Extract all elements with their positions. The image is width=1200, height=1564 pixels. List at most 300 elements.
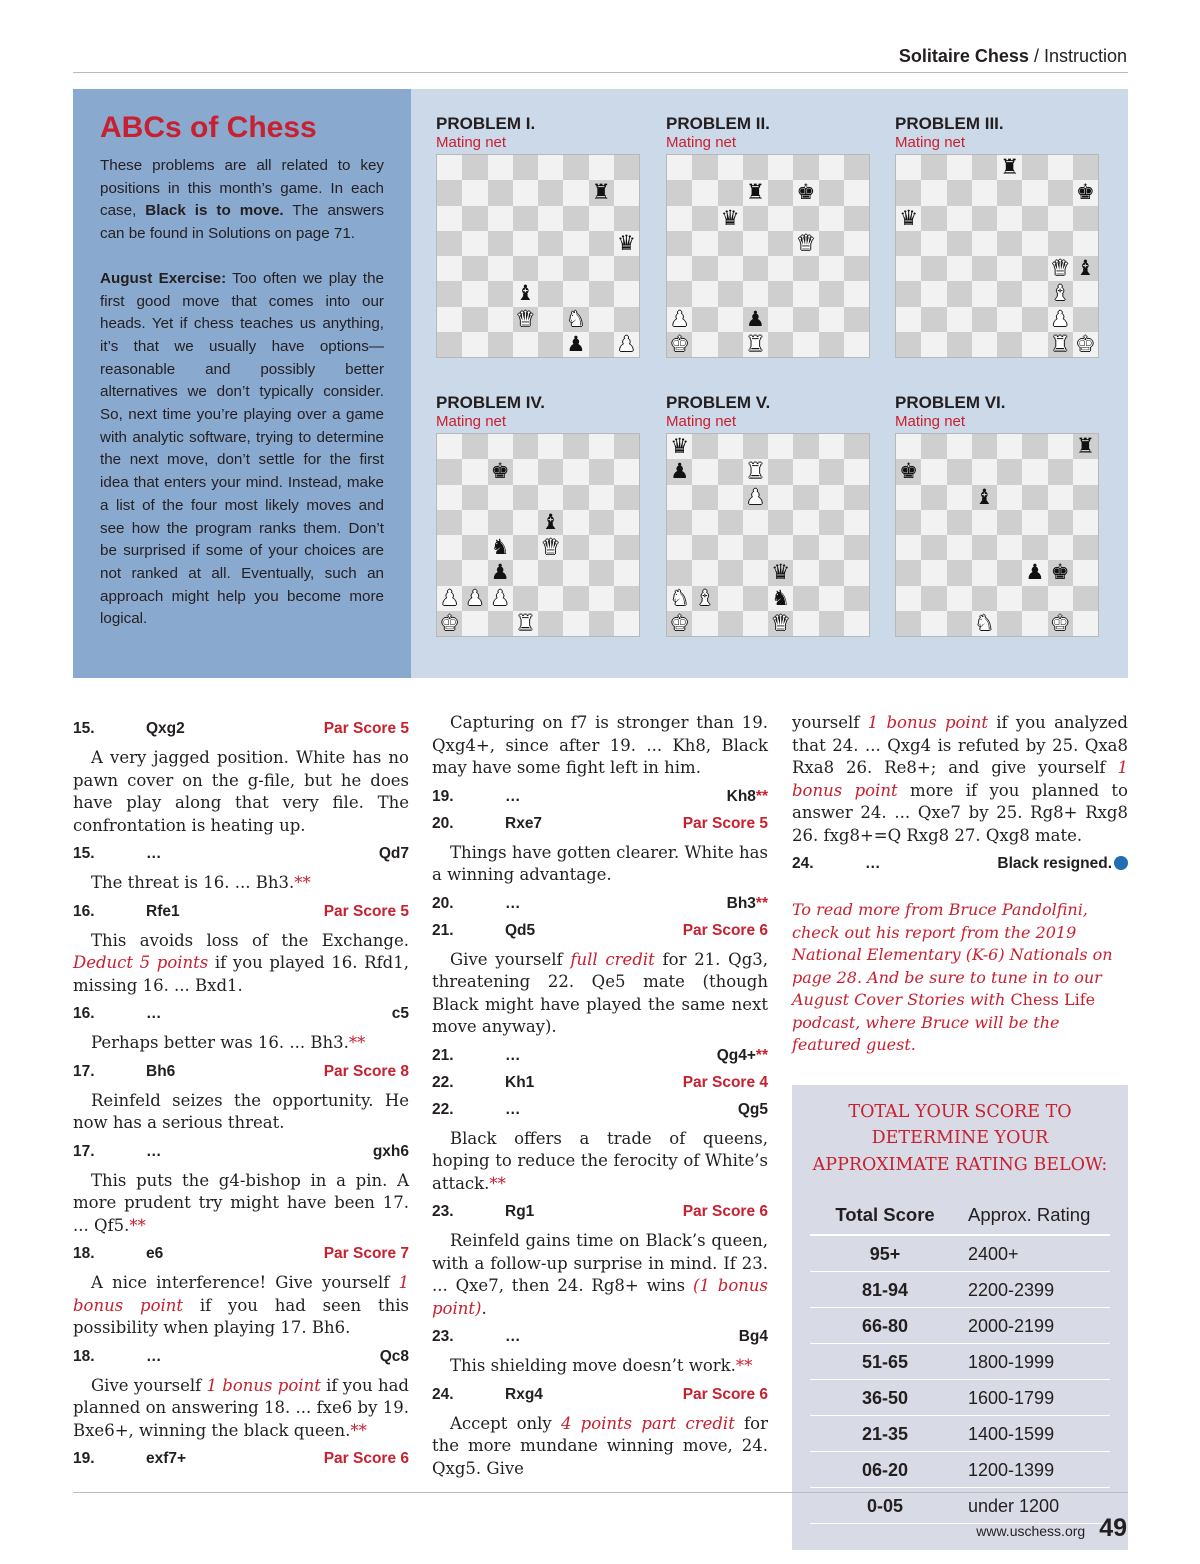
board-square <box>488 510 513 535</box>
board-square <box>896 180 921 205</box>
rating-row <box>810 1235 1110 1272</box>
move-result-text: Qc8 <box>379 1347 409 1365</box>
board-square <box>1022 434 1047 459</box>
board-square <box>1022 155 1047 180</box>
board-square <box>667 510 692 535</box>
black-pawn-icon: ♟ <box>490 560 510 585</box>
board-square <box>921 231 946 256</box>
total-score-cell: 51-65 <box>810 1344 960 1380</box>
board-square <box>538 560 563 585</box>
board-square <box>488 332 513 357</box>
board-square <box>462 256 487 281</box>
board-square <box>692 560 717 585</box>
board-square <box>1073 459 1098 484</box>
board-square <box>819 459 844 484</box>
board-square <box>1022 281 1047 306</box>
board-square <box>972 434 997 459</box>
promo-text-a: To read more from Bruce Pandolfini, check out his report from the 2019 National Elementary (K-6) Nationals on page 28. And be sure to tune in to our August Cover Stories with <box>792 900 1113 1009</box>
board-square <box>538 485 563 510</box>
move-number: 16. <box>73 1005 95 1022</box>
board-square <box>718 611 743 636</box>
white-queen-icon: ♛ <box>1050 256 1070 281</box>
move-result-text: Par Score 6 <box>323 1450 409 1467</box>
white-queen-icon: ♛ <box>515 306 535 331</box>
total-score-cell: 21-35 <box>810 1416 960 1452</box>
asterisk-mark: ** <box>294 873 311 892</box>
board-square <box>1022 206 1047 231</box>
board-square <box>667 281 692 306</box>
board-square <box>614 434 639 459</box>
board-square <box>819 256 844 281</box>
rating-cell: 1400-1599 <box>960 1416 1110 1452</box>
board-square <box>437 434 462 459</box>
board-square <box>614 459 639 484</box>
board-square <box>844 560 869 585</box>
move-line <box>73 845 409 863</box>
board-square <box>793 155 818 180</box>
move-notation: Rxg4 <box>505 1385 543 1403</box>
chess-board <box>895 154 1099 358</box>
move-line <box>73 1143 409 1161</box>
annotation-text <box>432 1230 768 1320</box>
annotation-text <box>432 1413 768 1481</box>
board-square <box>819 586 844 611</box>
white-rook-icon: ♜ <box>745 331 765 356</box>
board-square <box>513 560 538 585</box>
problem-title: PROBLEM II. <box>666 114 770 133</box>
par-score <box>324 903 409 921</box>
move-line <box>73 1348 409 1366</box>
board-square <box>462 510 487 535</box>
board-square <box>1048 459 1073 484</box>
board-square <box>743 256 768 281</box>
text-run: Give yourself <box>91 1375 207 1395</box>
board-square <box>896 485 921 510</box>
board-square <box>1073 180 1098 205</box>
par-score <box>683 1386 768 1404</box>
move-number: 17. <box>73 1062 95 1080</box>
move-result-text: Black resigned. <box>997 855 1112 872</box>
board-square <box>896 206 921 231</box>
board-square <box>768 611 793 636</box>
black-knight-icon: ♞ <box>771 585 791 610</box>
board-square <box>692 281 717 306</box>
move-result-text: Kh8 <box>726 787 756 805</box>
board-square <box>667 535 692 560</box>
board-square <box>437 206 462 231</box>
promo-note <box>792 899 1128 1057</box>
board-square <box>793 459 818 484</box>
board-square <box>538 510 563 535</box>
par-score <box>324 720 409 738</box>
board-square <box>743 510 768 535</box>
board-square <box>947 485 972 510</box>
total-score-cell: 36-50 <box>810 1380 960 1416</box>
board-square <box>437 281 462 306</box>
black-king-icon: ♚ <box>490 459 510 484</box>
board-square <box>768 560 793 585</box>
board-square <box>947 231 972 256</box>
board-square <box>1022 459 1047 484</box>
board-square <box>513 231 538 256</box>
total-score-cell: 81-94 <box>810 1272 960 1308</box>
move-line <box>792 855 1128 873</box>
move-result-text: Par Score 8 <box>323 1062 409 1080</box>
board-square <box>1073 332 1098 357</box>
board-square <box>921 535 946 560</box>
problem-title: PROBLEM I. <box>436 114 536 133</box>
move-notation: … <box>505 1328 521 1345</box>
total-score-cell: 0-05 <box>810 1488 960 1524</box>
move-line <box>432 895 768 913</box>
board-square <box>972 560 997 585</box>
rating-row <box>810 1344 1110 1380</box>
white-pawn-icon: ♟ <box>440 585 460 610</box>
board-square <box>488 155 513 180</box>
annotation-text <box>432 1355 768 1378</box>
problem-subtitle: Mating net <box>666 413 737 430</box>
board-square <box>972 332 997 357</box>
move-line <box>73 1450 409 1468</box>
board-square <box>972 206 997 231</box>
move-result-text: Bg4 <box>738 1328 768 1345</box>
board-square <box>768 231 793 256</box>
board-square <box>844 155 869 180</box>
chess-board <box>436 433 640 637</box>
board-square <box>513 535 538 560</box>
asterisk-mark: ** <box>755 787 768 805</box>
board-square <box>1073 256 1098 281</box>
board-square <box>589 586 614 611</box>
problems-panel <box>411 89 1128 678</box>
board-square <box>437 535 462 560</box>
credit-note: 1 bonus point <box>206 1375 321 1395</box>
board-square <box>488 611 513 636</box>
move-number: 23. <box>432 1328 454 1345</box>
white-pawn-icon: ♟ <box>616 331 636 356</box>
board-square <box>563 510 588 535</box>
problem-1 <box>436 114 640 358</box>
board-square <box>997 560 1022 585</box>
text-run: The threat is 16. ... Bh3. <box>91 873 295 892</box>
board-square <box>896 459 921 484</box>
footer-url[interactable]: www.uschess.org <box>976 1523 1086 1539</box>
header-rule <box>73 72 1128 73</box>
board-square <box>997 281 1022 306</box>
annotation-text <box>73 1170 409 1238</box>
board-square <box>513 586 538 611</box>
board-square <box>488 307 513 332</box>
board-square <box>921 485 946 510</box>
board-square <box>667 231 692 256</box>
board-square <box>513 459 538 484</box>
board-square <box>1073 485 1098 510</box>
board-square <box>692 180 717 205</box>
board-square <box>437 560 462 585</box>
board-square <box>614 180 639 205</box>
rating-row <box>810 1272 1110 1308</box>
board-square <box>921 434 946 459</box>
move-notation: … <box>505 894 521 912</box>
board-square <box>793 586 818 611</box>
board-square <box>1073 611 1098 636</box>
par-score <box>324 1450 409 1468</box>
board-square <box>793 485 818 510</box>
board-square <box>718 332 743 357</box>
board-square <box>462 332 487 357</box>
board-square <box>589 535 614 560</box>
board-square <box>896 510 921 535</box>
move-notation: exf7+ <box>146 1450 187 1467</box>
reply-move <box>380 1348 409 1366</box>
white-rook-icon: ♜ <box>515 610 535 635</box>
white-pawn-icon: ♟ <box>1050 306 1070 331</box>
reply-move <box>727 788 768 806</box>
board-square <box>718 586 743 611</box>
move-notation: Qxg2 <box>146 720 185 737</box>
running-header <box>899 46 1127 67</box>
board-square <box>462 180 487 205</box>
white-king-icon: ♚ <box>440 610 460 635</box>
board-square <box>947 611 972 636</box>
board-square <box>563 611 588 636</box>
board-square <box>589 180 614 205</box>
board-square <box>513 510 538 535</box>
move-number: 18. <box>73 1347 95 1365</box>
board-square <box>563 535 588 560</box>
credit-note: 1 bonus point <box>73 1273 409 1315</box>
board-square <box>488 586 513 611</box>
board-square <box>462 231 487 256</box>
board-square <box>743 231 768 256</box>
sidebar-intro <box>100 155 384 246</box>
move-line <box>432 1386 768 1404</box>
reply-move <box>738 1101 768 1119</box>
move-number: 24. <box>792 855 814 872</box>
board-square <box>819 535 844 560</box>
board-square <box>768 155 793 180</box>
problem-2 <box>666 114 870 358</box>
board-square <box>563 332 588 357</box>
board-square <box>972 231 997 256</box>
board-square <box>997 611 1022 636</box>
board-square <box>997 535 1022 560</box>
rating-cell: under 1200 <box>960 1488 1110 1524</box>
rating-cell: 1600-1799 <box>960 1380 1110 1416</box>
board-square <box>589 332 614 357</box>
board-square <box>692 485 717 510</box>
sidebar-exercise <box>100 268 384 631</box>
board-square <box>896 155 921 180</box>
move-result-text: Par Score 6 <box>682 921 768 939</box>
board-square <box>793 231 818 256</box>
move-notation: … <box>505 1046 521 1064</box>
board-square <box>667 307 692 332</box>
board-square <box>844 434 869 459</box>
board-square <box>972 510 997 535</box>
board-square <box>718 307 743 332</box>
header-separator: / <box>1028 46 1044 66</box>
move-line <box>432 1047 768 1065</box>
board-square <box>1022 611 1047 636</box>
board-square <box>819 510 844 535</box>
board-square <box>997 206 1022 231</box>
board-square <box>896 611 921 636</box>
annotation-text <box>73 1032 409 1055</box>
intro-bold: Black is to move. <box>145 202 284 220</box>
board-square <box>743 206 768 231</box>
annotation-text <box>432 842 768 887</box>
board-square <box>947 535 972 560</box>
board-square <box>972 586 997 611</box>
text-run: Reinfeld gains time on Black’s queen, with a follow-up surprise in mind. If 23. ... Qxe7, then 24. Rg8+ wins <box>432 1231 768 1295</box>
text-run: if you played 16. Rfd1, missing 16. ... Bxd1. <box>73 953 409 995</box>
black-rook-icon: ♜ <box>591 180 611 205</box>
board-square <box>1022 586 1047 611</box>
board-square <box>462 611 487 636</box>
board-square <box>972 256 997 281</box>
board-square <box>718 485 743 510</box>
board-square <box>462 560 487 585</box>
reply-move <box>997 855 1128 873</box>
text-run: Black offers a trade of queens, hoping to reduce the ferocity of White’s attack. <box>432 1128 768 1193</box>
problem-3 <box>895 114 1099 358</box>
board-square <box>488 535 513 560</box>
board-square <box>844 485 869 510</box>
move-result-text: Par Score 6 <box>682 1385 768 1403</box>
credit-note: 1 bonus point <box>792 758 1128 800</box>
board-square <box>513 256 538 281</box>
board-square <box>589 281 614 306</box>
board-square <box>844 611 869 636</box>
board-square <box>768 434 793 459</box>
board-square <box>437 485 462 510</box>
board-square <box>768 459 793 484</box>
black-king-icon: ♚ <box>1075 180 1095 205</box>
board-square <box>997 434 1022 459</box>
board-square <box>947 560 972 585</box>
white-queen-icon: ♛ <box>771 610 791 635</box>
board-square <box>667 180 692 205</box>
board-square <box>743 560 768 585</box>
board-square <box>437 155 462 180</box>
reply-move <box>392 1005 409 1023</box>
problem-6 <box>895 393 1099 637</box>
board-square <box>743 180 768 205</box>
board-square <box>972 281 997 306</box>
score-heading: TOTAL YOUR SCORE TO DETERMINE YOUR APPROXIMATE RATING BELOW: <box>812 1101 1108 1175</box>
text-run: This shielding move doesn’t work. <box>450 1356 736 1375</box>
black-rook-icon: ♜ <box>745 180 765 205</box>
board-square <box>819 611 844 636</box>
board-square <box>1022 332 1047 357</box>
board-square <box>488 434 513 459</box>
board-square <box>896 535 921 560</box>
text-run: for the more mundane winning move, 24. Qxg5. Give <box>432 1413 768 1478</box>
board-square <box>614 155 639 180</box>
board-square <box>718 510 743 535</box>
board-square <box>563 155 588 180</box>
board-square <box>462 535 487 560</box>
board-square <box>844 510 869 535</box>
board-square <box>667 256 692 281</box>
board-square <box>589 206 614 231</box>
board-square <box>692 332 717 357</box>
board-square <box>563 586 588 611</box>
text-run: Reinfeld seizes the opportunity. He now has a serious threat. <box>73 1090 409 1132</box>
board-square <box>1048 281 1073 306</box>
board-square <box>972 180 997 205</box>
board-square <box>718 256 743 281</box>
rating-cell: 2200-2399 <box>960 1272 1110 1308</box>
board-square <box>1022 510 1047 535</box>
board-square <box>921 510 946 535</box>
board-square <box>997 332 1022 357</box>
white-queen-icon: ♛ <box>541 535 561 560</box>
board-square <box>1048 231 1073 256</box>
rating-cell: 2000-2199 <box>960 1308 1110 1344</box>
board-square <box>718 281 743 306</box>
board-square <box>513 434 538 459</box>
board-square <box>718 206 743 231</box>
board-square <box>997 307 1022 332</box>
black-knight-icon: ♞ <box>490 535 510 560</box>
board-square <box>947 307 972 332</box>
board-square <box>743 459 768 484</box>
board-square <box>921 459 946 484</box>
board-square <box>692 256 717 281</box>
black-king-icon: ♚ <box>796 180 816 205</box>
board-square <box>437 586 462 611</box>
board-square <box>538 459 563 484</box>
section-sub: Instruction <box>1043 46 1127 66</box>
text-run: if you analyzed that 24. ... Qxg4 is refuted by 25. Qxa8 Rxa8 26. Re8+; and give yourself <box>792 713 1128 777</box>
annotation-text <box>73 1375 409 1443</box>
board-square <box>589 155 614 180</box>
move-notation: Qd5 <box>505 921 536 939</box>
board-square <box>743 535 768 560</box>
board-square <box>844 535 869 560</box>
board-square <box>488 180 513 205</box>
rating-header: Approx. Rating <box>960 1200 1110 1235</box>
credit-note: 1 bonus point <box>867 713 988 732</box>
exercise-label: August Exercise: <box>100 269 227 287</box>
board-square <box>563 281 588 306</box>
board-square <box>997 586 1022 611</box>
board-square <box>896 281 921 306</box>
rating-cell: 2400+ <box>960 1235 1110 1272</box>
move-notation: Rg1 <box>505 1203 535 1220</box>
annotation-text <box>432 712 768 780</box>
board-square <box>793 535 818 560</box>
board-square <box>614 535 639 560</box>
move-line <box>73 1063 409 1081</box>
rating-cell: 1800-1999 <box>960 1344 1110 1380</box>
text-run: if you had seen this possibility when playing 17. Bh6. <box>73 1295 409 1337</box>
move-notation: Rxe7 <box>505 814 543 832</box>
board-square <box>614 307 639 332</box>
board-square <box>1048 510 1073 535</box>
move-notation: … <box>146 1142 162 1160</box>
problem-5 <box>666 393 870 637</box>
board-square <box>692 611 717 636</box>
sidebar-title: ABCs of Chess <box>100 111 317 144</box>
board-square <box>667 586 692 611</box>
board-square <box>1048 155 1073 180</box>
board-square <box>997 180 1022 205</box>
board-square <box>972 459 997 484</box>
board-square <box>947 459 972 484</box>
